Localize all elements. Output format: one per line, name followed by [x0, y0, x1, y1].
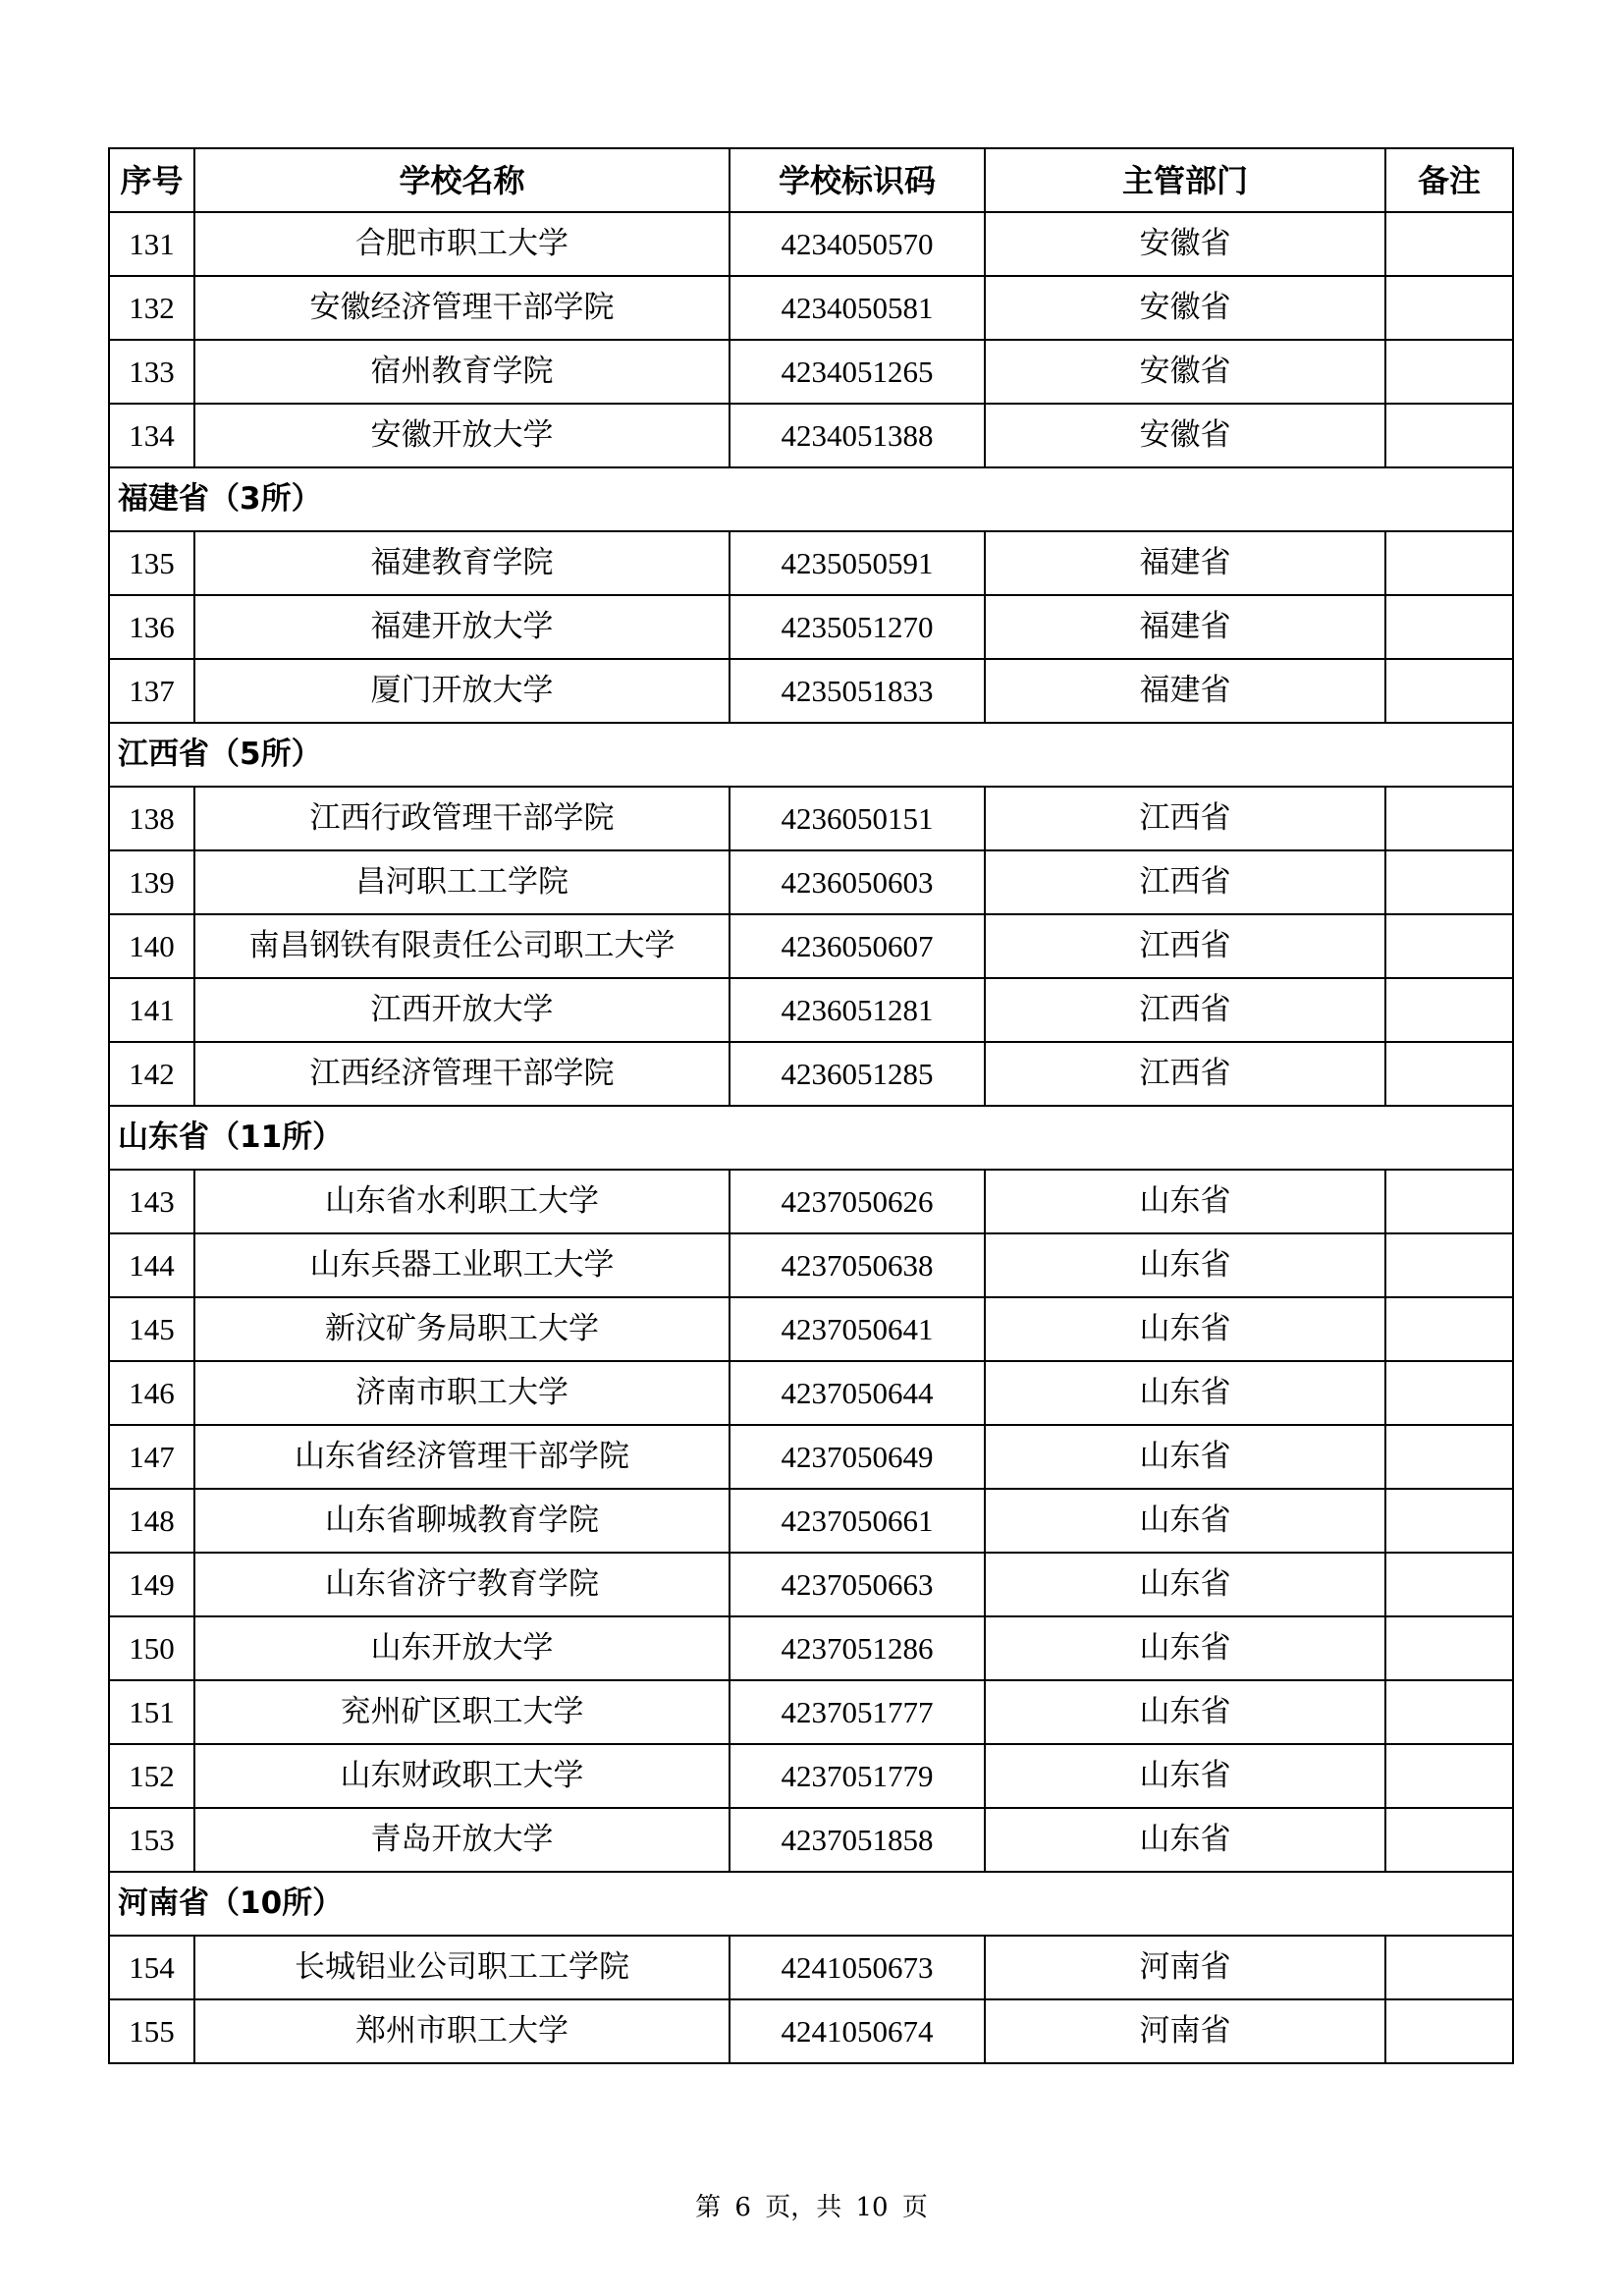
school-code-cell: 4236050603	[730, 850, 985, 914]
serial-number-cell: 147	[109, 1425, 194, 1489]
schools-table	[108, 147, 1514, 2064]
school-name-cell: 江西经济管理干部学院	[194, 1042, 730, 1106]
remarks-cell	[1385, 531, 1513, 595]
school-code-cell: 4237051779	[730, 1744, 985, 1808]
header-remarks: 备注	[1385, 148, 1513, 212]
serial-number-cell: 138	[109, 787, 194, 850]
serial-number-cell: 133	[109, 340, 194, 404]
school-code-cell: 4237050649	[730, 1425, 985, 1489]
remarks-cell	[1385, 212, 1513, 276]
school-code-cell: 4235051270	[730, 595, 985, 659]
school-name-cell: 南昌钢铁有限责任公司职工大学	[194, 914, 730, 978]
school-code-cell: 4235050591	[730, 531, 985, 595]
school-code-cell: 4237050644	[730, 1361, 985, 1425]
remarks-cell	[1385, 1616, 1513, 1680]
department-cell: 山东省	[985, 1616, 1385, 1680]
table-row	[109, 1297, 1513, 1361]
serial-number-cell: 132	[109, 276, 194, 340]
remarks-cell	[1385, 914, 1513, 978]
school-name-cell: 安徽开放大学	[194, 404, 730, 467]
department-cell: 山东省	[985, 1489, 1385, 1553]
school-code-cell: 4237050626	[730, 1170, 985, 1233]
department-cell: 河南省	[985, 1936, 1385, 1999]
department-cell: 江西省	[985, 978, 1385, 1042]
remarks-cell	[1385, 1489, 1513, 1553]
remarks-cell	[1385, 1297, 1513, 1361]
page-footer: 第 6 页，共 10 页	[695, 2193, 928, 2222]
serial-number-cell: 134	[109, 404, 194, 467]
school-name-cell: 山东兵器工业职工大学	[194, 1233, 730, 1297]
remarks-cell	[1385, 1170, 1513, 1233]
table-row	[109, 1233, 1513, 1297]
serial-number-cell: 146	[109, 1361, 194, 1425]
school-code-cell: 4236050607	[730, 914, 985, 978]
school-name-cell: 安徽经济管理干部学院	[194, 276, 730, 340]
school-code-cell: 4234051265	[730, 340, 985, 404]
table-row	[109, 1744, 1513, 1808]
department-cell: 山东省	[985, 1425, 1385, 1489]
remarks-cell	[1385, 1425, 1513, 1489]
table-row	[109, 1489, 1513, 1553]
department-cell: 山东省	[985, 1680, 1385, 1744]
table-row	[109, 1808, 1513, 1872]
school-code-cell: 4237050638	[730, 1233, 985, 1297]
department-cell: 江西省	[985, 1042, 1385, 1106]
header-school-code: 学校标识码	[730, 148, 985, 212]
serial-number-cell: 131	[109, 212, 194, 276]
school-name-cell: 长城铝业公司职工工学院	[194, 1936, 730, 1999]
serial-number-cell: 142	[109, 1042, 194, 1106]
school-name-cell: 山东省经济管理干部学院	[194, 1425, 730, 1489]
school-code-cell: 4237050663	[730, 1553, 985, 1616]
school-code-cell: 4236051285	[730, 1042, 985, 1106]
province-group-label: 山东省（11所）	[109, 1106, 1513, 1170]
table-row	[109, 659, 1513, 723]
department-cell: 山东省	[985, 1808, 1385, 1872]
remarks-cell	[1385, 1233, 1513, 1297]
table-row	[109, 212, 1513, 276]
province-group-row	[109, 723, 1513, 787]
school-code-cell: 4234050570	[730, 212, 985, 276]
department-cell: 江西省	[985, 850, 1385, 914]
serial-number-cell: 136	[109, 595, 194, 659]
table-body	[109, 212, 1513, 2063]
serial-number-cell: 148	[109, 1489, 194, 1553]
department-cell: 江西省	[985, 787, 1385, 850]
school-name-cell: 山东省济宁教育学院	[194, 1553, 730, 1616]
table-row	[109, 1936, 1513, 1999]
school-code-cell: 4236050151	[730, 787, 985, 850]
serial-number-cell: 152	[109, 1744, 194, 1808]
department-cell: 安徽省	[985, 340, 1385, 404]
school-name-cell: 山东省水利职工大学	[194, 1170, 730, 1233]
remarks-cell	[1385, 1936, 1513, 1999]
school-code-cell: 4237050641	[730, 1297, 985, 1361]
department-cell: 福建省	[985, 531, 1385, 595]
school-name-cell: 青岛开放大学	[194, 1808, 730, 1872]
department-cell: 山东省	[985, 1170, 1385, 1233]
school-code-cell: 4234051388	[730, 404, 985, 467]
school-code-cell: 4235051833	[730, 659, 985, 723]
table-row	[109, 1553, 1513, 1616]
remarks-cell	[1385, 595, 1513, 659]
remarks-cell	[1385, 1680, 1513, 1744]
remarks-cell	[1385, 1744, 1513, 1808]
department-cell: 山东省	[985, 1744, 1385, 1808]
province-group-label: 福建省（3所）	[109, 467, 1513, 531]
school-name-cell: 福建教育学院	[194, 531, 730, 595]
department-cell: 福建省	[985, 595, 1385, 659]
serial-number-cell: 155	[109, 1999, 194, 2063]
school-name-cell: 江西开放大学	[194, 978, 730, 1042]
header-department: 主管部门	[985, 148, 1385, 212]
serial-number-cell: 137	[109, 659, 194, 723]
table-row	[109, 531, 1513, 595]
serial-number-cell: 150	[109, 1616, 194, 1680]
school-name-cell: 福建开放大学	[194, 595, 730, 659]
province-group-label: 河南省（10所）	[109, 1872, 1513, 1936]
serial-number-cell: 141	[109, 978, 194, 1042]
remarks-cell	[1385, 850, 1513, 914]
school-name-cell: 济南市职工大学	[194, 1361, 730, 1425]
department-cell: 山东省	[985, 1553, 1385, 1616]
table-row	[109, 978, 1513, 1042]
remarks-cell	[1385, 1361, 1513, 1425]
table-row	[109, 276, 1513, 340]
department-cell: 江西省	[985, 914, 1385, 978]
province-group-row	[109, 1106, 1513, 1170]
school-name-cell: 山东财政职工大学	[194, 1744, 730, 1808]
table-row	[109, 1170, 1513, 1233]
serial-number-cell: 153	[109, 1808, 194, 1872]
department-cell: 山东省	[985, 1233, 1385, 1297]
table-row	[109, 787, 1513, 850]
serial-number-cell: 145	[109, 1297, 194, 1361]
remarks-cell	[1385, 404, 1513, 467]
table-row	[109, 850, 1513, 914]
serial-number-cell: 139	[109, 850, 194, 914]
department-cell: 山东省	[985, 1297, 1385, 1361]
table-row	[109, 595, 1513, 659]
school-name-cell: 兖州矿区职工大学	[194, 1680, 730, 1744]
department-cell: 安徽省	[985, 276, 1385, 340]
table-row	[109, 1425, 1513, 1489]
remarks-cell	[1385, 1042, 1513, 1106]
department-cell: 河南省	[985, 1999, 1385, 2063]
school-code-cell: 4237051777	[730, 1680, 985, 1744]
remarks-cell	[1385, 1808, 1513, 1872]
serial-number-cell: 149	[109, 1553, 194, 1616]
department-cell: 安徽省	[985, 212, 1385, 276]
school-code-cell: 4237051858	[730, 1808, 985, 1872]
table-row	[109, 1042, 1513, 1106]
table-row	[109, 1616, 1513, 1680]
table-row	[109, 914, 1513, 978]
school-name-cell: 郑州市职工大学	[194, 1999, 730, 2063]
school-name-cell: 山东省聊城教育学院	[194, 1489, 730, 1553]
school-name-cell: 昌河职工工学院	[194, 850, 730, 914]
school-name-cell: 新汶矿务局职工大学	[194, 1297, 730, 1361]
table-row	[109, 1361, 1513, 1425]
department-cell: 安徽省	[985, 404, 1385, 467]
remarks-cell	[1385, 787, 1513, 850]
remarks-cell	[1385, 659, 1513, 723]
remarks-cell	[1385, 1553, 1513, 1616]
school-name-cell: 山东开放大学	[194, 1616, 730, 1680]
province-group-label: 江西省（5所）	[109, 723, 1513, 787]
table-row	[109, 404, 1513, 467]
serial-number-cell: 154	[109, 1936, 194, 1999]
school-name-cell: 宿州教育学院	[194, 340, 730, 404]
school-code-cell: 4236051281	[730, 978, 985, 1042]
table-row	[109, 1680, 1513, 1744]
school-code-cell: 4237050661	[730, 1489, 985, 1553]
header-school-name: 学校名称	[194, 148, 730, 212]
serial-number-cell: 140	[109, 914, 194, 978]
remarks-cell	[1385, 978, 1513, 1042]
serial-number-cell: 144	[109, 1233, 194, 1297]
table-row	[109, 1999, 1513, 2063]
remarks-cell	[1385, 1999, 1513, 2063]
school-code-cell: 4241050673	[730, 1936, 985, 1999]
school-name-cell: 厦门开放大学	[194, 659, 730, 723]
serial-number-cell: 151	[109, 1680, 194, 1744]
school-name-cell: 合肥市职工大学	[194, 212, 730, 276]
province-group-row	[109, 1872, 1513, 1936]
header-serial-number: 序号	[109, 148, 194, 212]
table-row	[109, 340, 1513, 404]
remarks-cell	[1385, 340, 1513, 404]
school-code-cell: 4237051286	[730, 1616, 985, 1680]
serial-number-cell: 135	[109, 531, 194, 595]
department-cell: 山东省	[985, 1361, 1385, 1425]
table-header-row	[109, 148, 1513, 212]
remarks-cell	[1385, 276, 1513, 340]
school-code-cell: 4241050674	[730, 1999, 985, 2063]
school-code-cell: 4234050581	[730, 276, 985, 340]
serial-number-cell: 143	[109, 1170, 194, 1233]
province-group-row	[109, 467, 1513, 531]
department-cell: 福建省	[985, 659, 1385, 723]
school-name-cell: 江西行政管理干部学院	[194, 787, 730, 850]
